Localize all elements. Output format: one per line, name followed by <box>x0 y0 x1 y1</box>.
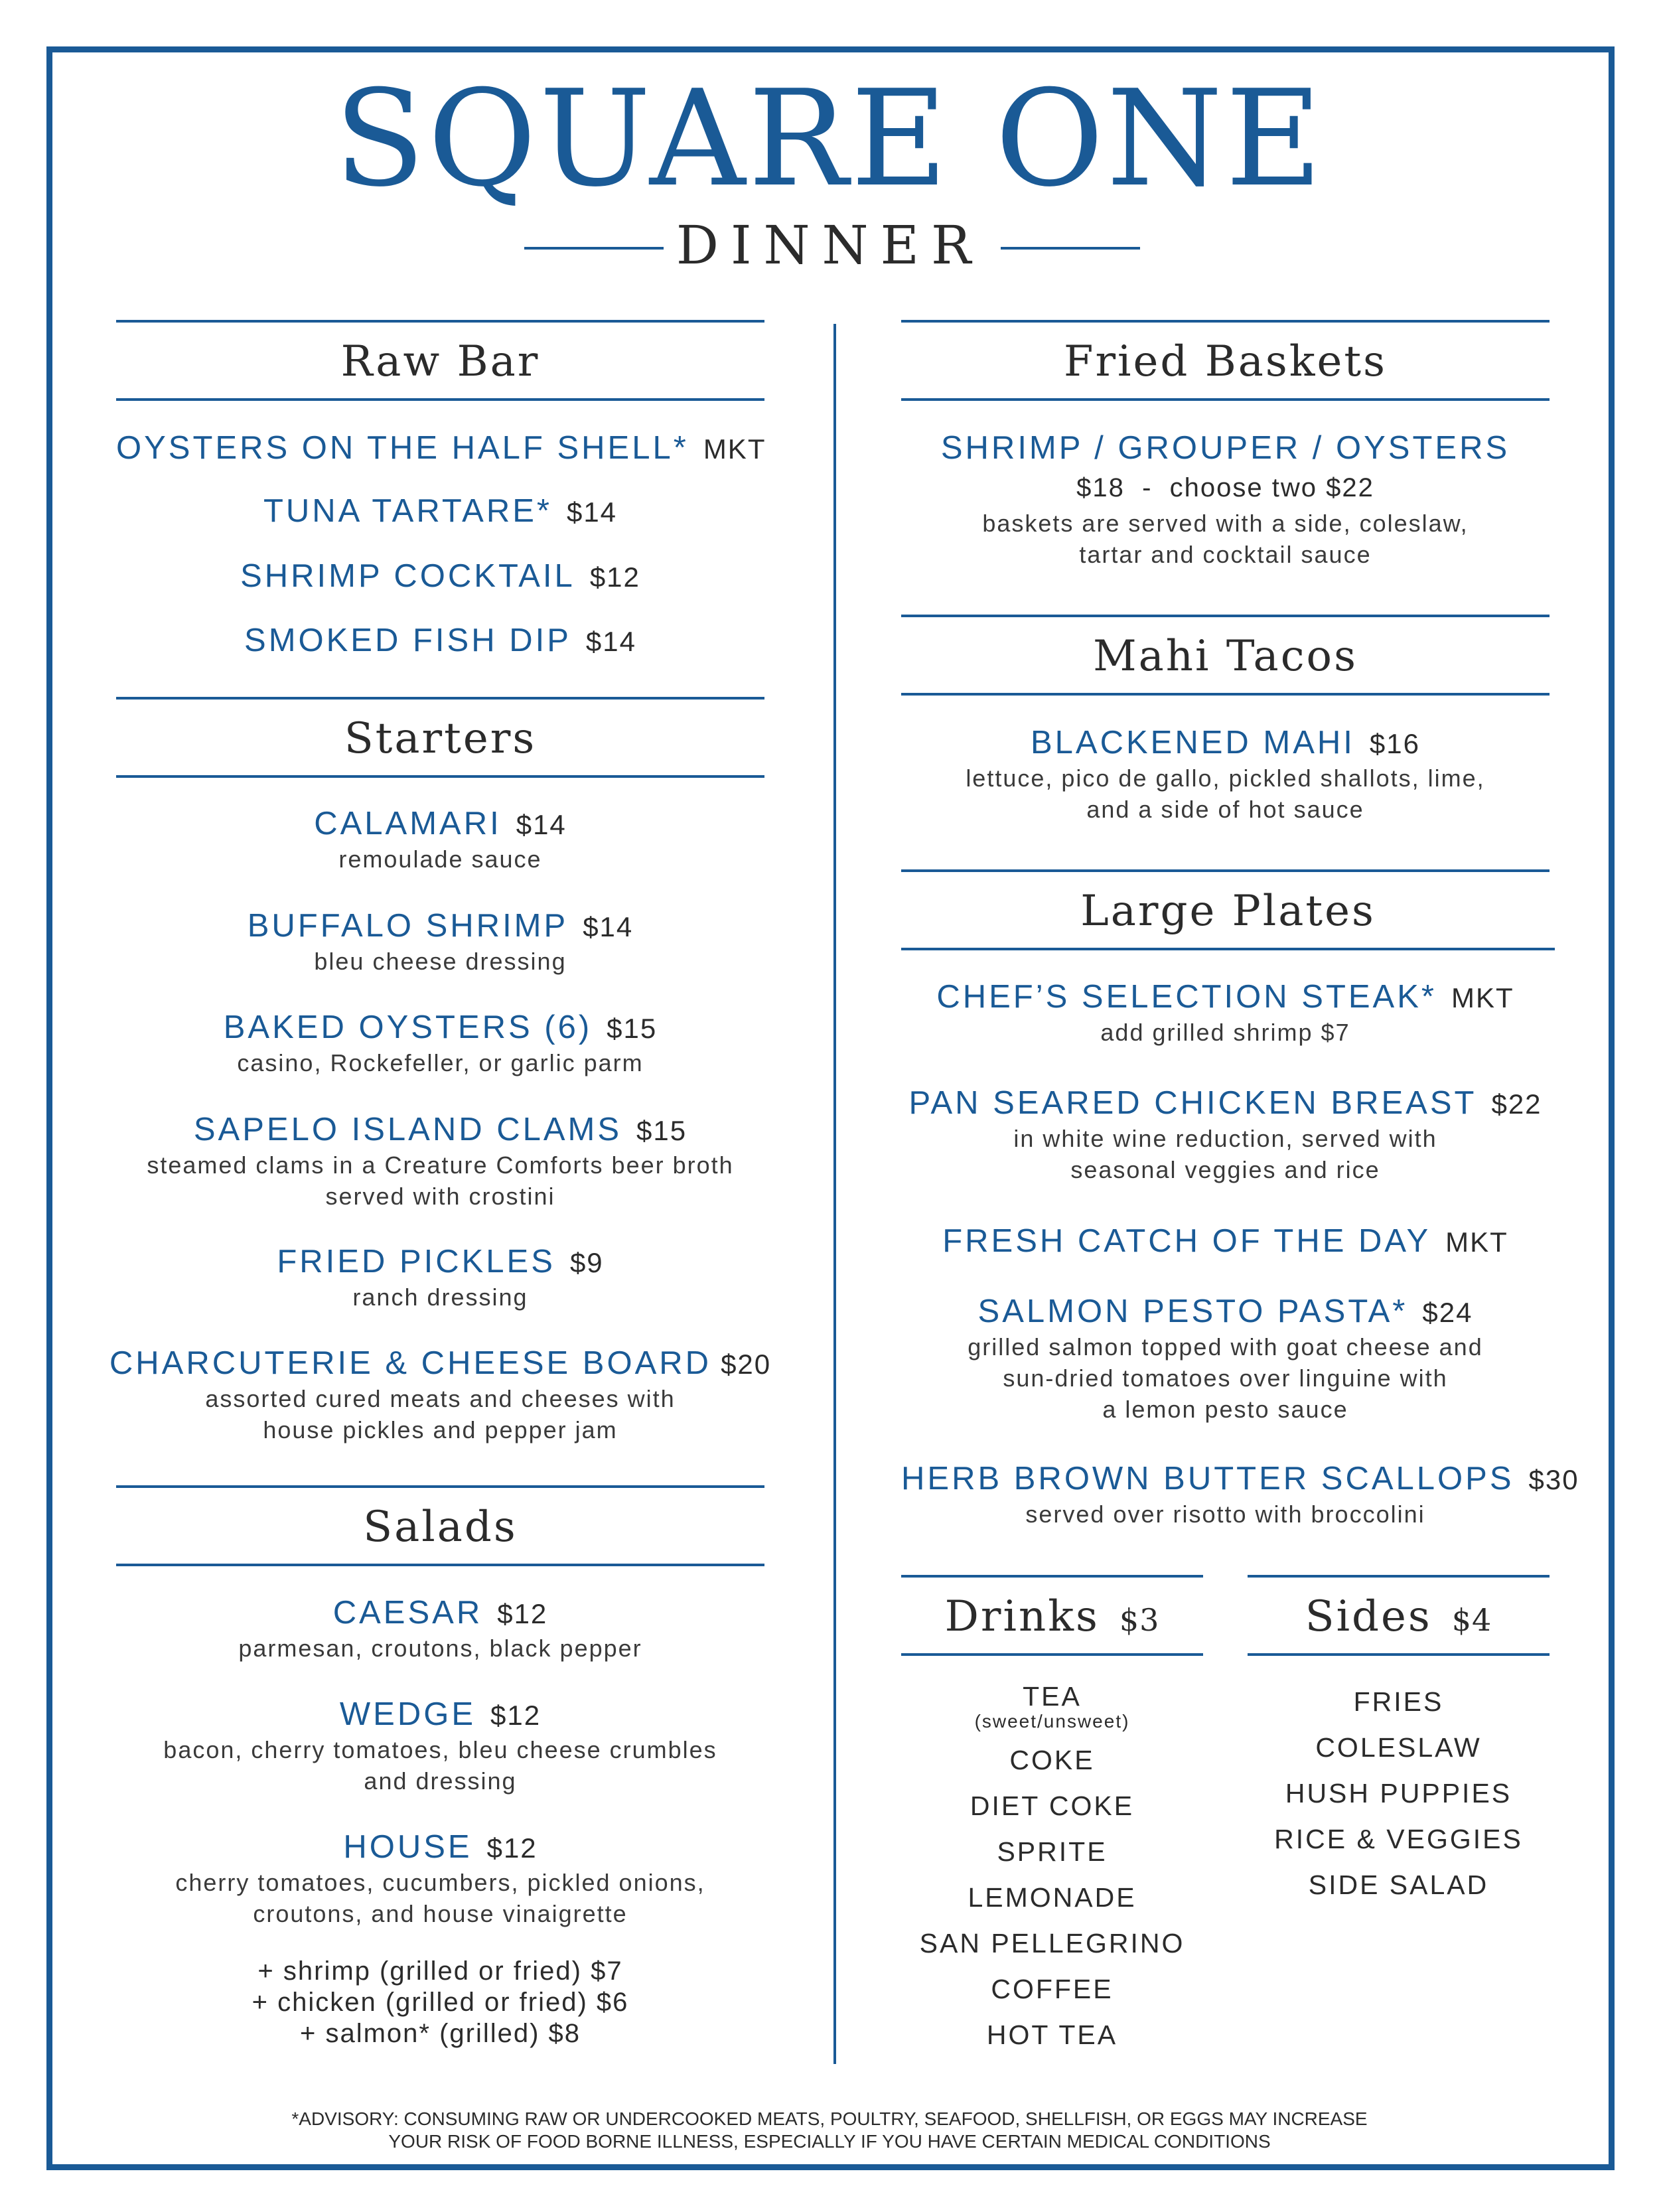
list-item: FRIES <box>1353 1686 1444 1717</box>
heading-rule-bottom <box>901 693 1550 696</box>
addon-line: + chicken (grilled or fried) $6 <box>252 1988 629 2017</box>
heading-rule-bottom <box>901 398 1550 401</box>
item-name: CHARCUTERIE & CHEESE BOARD <box>109 1345 712 1381</box>
mahi-tacos-title: Mahi Tacos <box>1093 632 1358 681</box>
fried-baskets-heading <box>901 320 1550 401</box>
salads-title: Salads <box>363 1503 518 1552</box>
list-item: COFFEE <box>991 1974 1114 2004</box>
item-name: SHRIMP COCKTAIL <box>240 558 575 594</box>
item-name: WEDGE <box>339 1696 476 1732</box>
addon-line: + shrimp (grilled or fried) $7 <box>257 1956 623 1986</box>
sides-list <box>1248 1679 1550 1908</box>
item-name: OYSTERS ON THE HALF SHELL* <box>116 430 689 466</box>
menu-item <box>116 1242 764 1313</box>
item-name: HERB BROWN BUTTER SCALLOPS <box>901 1461 1514 1497</box>
heading-rule-top <box>116 320 764 323</box>
item-name: SALMON PESTO PASTA* <box>977 1293 1408 1329</box>
list-item: DIET COKE <box>970 1791 1135 1821</box>
list-item: HUSH PUPPIES <box>1285 1778 1512 1808</box>
menu-item <box>901 1221 1550 1261</box>
raw-bar-heading <box>116 320 764 401</box>
heading-rule-bottom <box>116 1564 764 1566</box>
item-name: FRESH CATCH OF THE DAY <box>942 1223 1431 1259</box>
fried-baskets-title: Fried Baskets <box>1064 337 1387 386</box>
menu-item <box>116 491 764 531</box>
menu-item <box>901 428 1550 570</box>
column-divider <box>833 324 836 2064</box>
item-description: in white wine reduction, served with <box>1013 1125 1437 1152</box>
item-name: BAKED OYSTERS (6) <box>223 1009 593 1045</box>
drinks-price: $3 <box>1119 1602 1160 1638</box>
menu-item <box>106 1343 774 1445</box>
item-description: ranch dressing <box>352 1284 528 1311</box>
list-item: RICE & VEGGIES <box>1274 1824 1523 1854</box>
menu-item <box>116 1593 764 1664</box>
item-price: $15 <box>636 1115 687 1146</box>
item-description: bleu cheese dressing <box>314 948 567 975</box>
menu-item <box>116 1827 764 1929</box>
item-description: bacon, cherry tomatoes, bleu cheese crumbles <box>163 1736 717 1763</box>
item-name: CHEF’S SELECTION STEAK* <box>936 979 1437 1015</box>
heading-rule-top <box>1248 1575 1550 1578</box>
item-price: $20 <box>721 1349 772 1380</box>
item-price: MKT <box>1451 982 1514 1013</box>
heading-rule-bottom <box>116 398 764 401</box>
list-item: SIDE SALAD <box>1308 1870 1489 1900</box>
advisory-line: YOUR RISK OF FOOD BORNE ILLNESS, ESPECIALLY IF YOU HAVE CERTAIN MEDICAL CONDITIONS <box>388 2131 1271 2152</box>
item-description: seasonal veggies and rice <box>1070 1156 1380 1183</box>
item-price: $30 <box>1528 1464 1579 1495</box>
item-description: house pickles and pepper jam <box>263 1416 618 1443</box>
list-item: LEMONADE <box>968 1882 1137 1913</box>
salads-heading <box>116 1485 764 1566</box>
item-description: and dressing <box>364 1767 517 1795</box>
item-price: $14 <box>516 809 567 840</box>
item-price: $14 <box>566 496 618 528</box>
item-description: assorted cured meats and cheeses with <box>205 1385 676 1412</box>
item-price: $12 <box>589 561 640 593</box>
heading-rule-top <box>116 697 764 700</box>
item-name: SHRIMP / GROUPER / OYSTERS <box>940 430 1510 466</box>
heading-rule-bottom <box>901 948 1555 950</box>
item-description: sun-dried tomatoes over linguine with <box>1003 1364 1448 1392</box>
restaurant-title: SQUARE ONE <box>334 62 1325 216</box>
item-price: $12 <box>497 1598 548 1629</box>
item-price: $12 <box>486 1832 538 1864</box>
item-price: $22 <box>1491 1088 1542 1120</box>
item-name: TUNA TARTARE* <box>263 493 552 529</box>
menu-item <box>901 977 1550 1048</box>
menu-item <box>901 1459 1579 1530</box>
item-price: $18 - choose two $22 <box>1076 473 1374 502</box>
item-price: $9 <box>569 1247 604 1278</box>
item-description: lettuce, pico de gallo, pickled shallots, lime, <box>966 765 1485 792</box>
list-item: SPRITE <box>997 1836 1108 1867</box>
item-name: CAESAR <box>332 1595 483 1631</box>
raw-bar-title: Raw Bar <box>340 337 540 386</box>
item-description: croutons, and house vinaigrette <box>253 1900 628 1927</box>
item-price: MKT <box>1445 1226 1508 1258</box>
item-description: cherry tomatoes, cucumbers, pickled onions, <box>175 1869 705 1896</box>
item-name: HOUSE <box>343 1829 472 1865</box>
item-price: $12 <box>490 1700 541 1731</box>
item-name: PAN SEARED CHICKEN BREAST <box>908 1085 1477 1121</box>
drinks-heading <box>901 1575 1203 1656</box>
drinks-title-line <box>901 1587 1203 1650</box>
item-description: grilled salmon topped with goat cheese and <box>968 1333 1483 1361</box>
item-description: steamed clams in a Creature Comforts beer broth <box>147 1151 734 1179</box>
heading-rule-top <box>901 1575 1203 1578</box>
menu-item <box>116 556 764 596</box>
drinks-list <box>901 1679 1203 2058</box>
sides-title-line <box>1248 1587 1550 1650</box>
list-item: HOT TEA <box>986 2020 1118 2050</box>
list-item: COKE <box>1009 1745 1095 1775</box>
subtitle-block <box>0 212 1659 279</box>
item-description: baskets are served with a side, coleslaw, <box>982 510 1469 537</box>
salad-addons <box>116 1956 764 2049</box>
item-description: served over risotto with broccolini <box>1025 1501 1425 1528</box>
heading-rule-top <box>901 869 1550 872</box>
item-price: $14 <box>585 626 636 657</box>
heading-rule-top <box>901 615 1550 617</box>
starters-heading <box>116 697 764 778</box>
item-price: $16 <box>1369 728 1420 759</box>
advisory-line: *ADVISORY: CONSUMING RAW OR UNDERCOOKED MEATS, POULTRY, SEAFOOD, SHELLFISH, OR EGGS MAY INCREASE <box>291 2108 1368 2129</box>
menu-item <box>116 1694 764 1797</box>
item-name: BUFFALO SHRIMP <box>247 908 569 944</box>
item-description: and a side of hot sauce <box>1086 796 1364 823</box>
advisory-note <box>0 2108 1659 2153</box>
menu-subtitle: DINNER <box>676 214 983 276</box>
item-description: parmesan, croutons, black pepper <box>238 1635 642 1662</box>
drinks-title: Drinks <box>944 1592 1100 1641</box>
item-description: remoulade sauce <box>338 846 542 873</box>
menu-item <box>116 804 764 875</box>
item-description: add grilled shrimp $7 <box>1100 1019 1350 1046</box>
menu-item <box>901 1291 1550 1425</box>
heading-rule-top <box>116 1485 764 1488</box>
menu-item <box>116 1007 764 1078</box>
item-name: SAPELO ISLAND CLAMS <box>193 1112 622 1147</box>
item-name: FRIED PICKLES <box>277 1244 555 1280</box>
sides-price: $4 <box>1451 1602 1492 1638</box>
heading-rule-bottom <box>116 775 764 778</box>
large-plates-title: Large Plates <box>1080 887 1376 936</box>
item-name: CALAMARI <box>314 806 502 842</box>
item-price: $24 <box>1422 1297 1473 1328</box>
sides-heading <box>1248 1575 1550 1656</box>
list-item: TEA <box>1023 1681 1082 1712</box>
item-name: BLACKENED MAHI <box>1030 725 1355 761</box>
item-description: a lemon pesto sauce <box>1102 1396 1348 1423</box>
heading-rule-bottom <box>1248 1653 1550 1656</box>
list-item-note: (sweet/unsweet) <box>974 1711 1130 1732</box>
heading-rule-bottom <box>901 1653 1203 1656</box>
item-description: served with crostini <box>325 1183 555 1210</box>
item-description: casino, Rockefeller, or garlic parm <box>237 1049 644 1076</box>
menu-item <box>116 906 764 977</box>
menu-item <box>901 723 1550 825</box>
list-item: SAN PELLEGRINO <box>919 1928 1185 1958</box>
menu-item <box>901 1083 1550 1185</box>
menu-item <box>106 1110 774 1212</box>
item-description: tartar and cocktail sauce <box>1079 541 1372 568</box>
menu-item <box>116 428 764 468</box>
item-price: MKT <box>703 433 766 465</box>
list-item: COLESLAW <box>1315 1732 1482 1763</box>
menu-item <box>116 621 764 660</box>
item-price: $14 <box>583 911 634 942</box>
item-price: $15 <box>607 1013 658 1044</box>
starters-title: Starters <box>344 714 537 763</box>
heading-rule-top <box>901 320 1550 323</box>
mahi-tacos-heading <box>901 615 1550 696</box>
addon-line: + salmon* (grilled) $8 <box>299 2019 581 2048</box>
subtitle-rule-right <box>1001 247 1140 250</box>
sides-title: Sides <box>1305 1592 1432 1641</box>
large-plates-heading <box>901 869 1555 950</box>
item-name: SMOKED FISH DIP <box>244 623 571 658</box>
